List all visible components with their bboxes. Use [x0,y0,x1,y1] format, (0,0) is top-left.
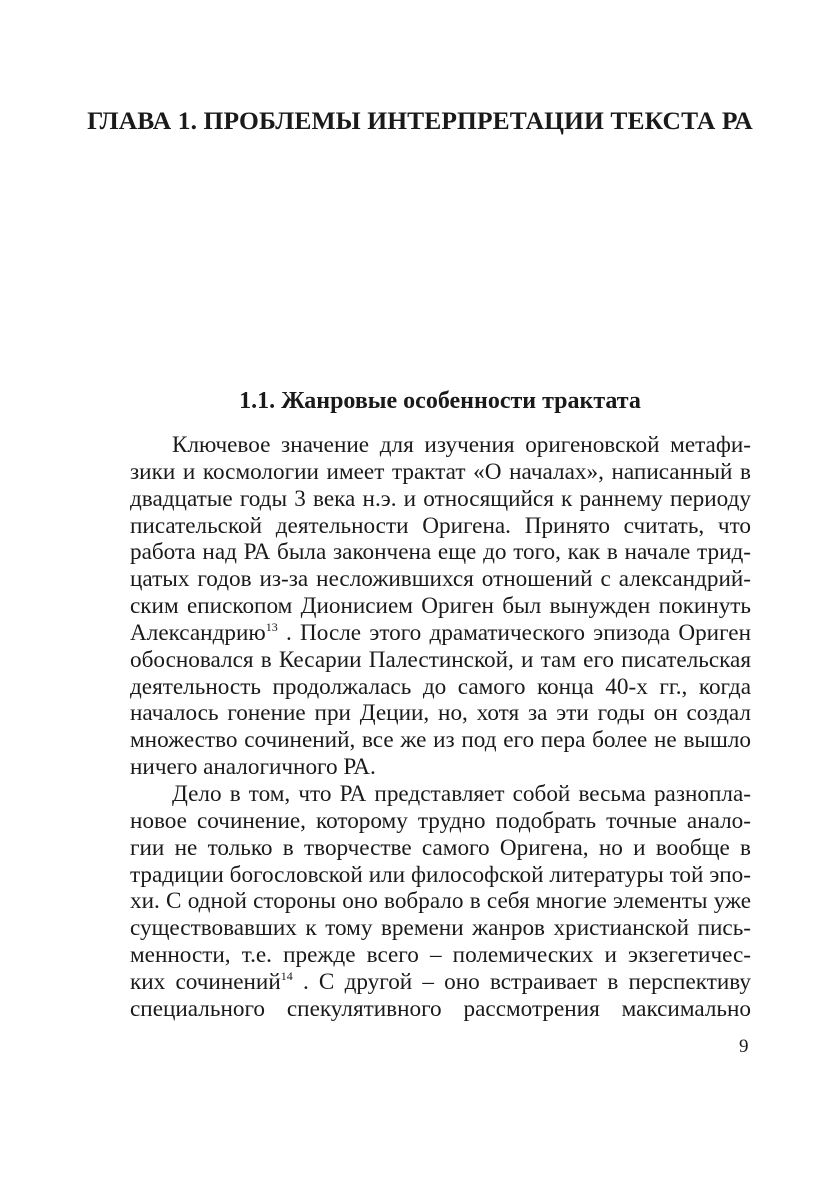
text-line: Дело в том, что РА представляет собой весьма разнопла- [172,780,751,807]
text-line: Ключевое значение для изучения оригеновской метафи- [172,432,751,458]
text-line: традиции богословской или философской литературы той эпо- [130,861,751,888]
text-line: работа над РА была закончена еще до того, как в начале трид- [130,539,751,566]
paragraph-1 [130,432,751,781]
text-line: обосновался в Кесарии Палестинской, и там его писательская [130,646,751,673]
text-line: специального спекулятивного рассмотрения максимально [130,995,751,1022]
chapter-title: ГЛАВА 1. ПРОБЛЕМЫ ИНТЕРПРЕТАЦИИ ТЕКСТА РА [87,106,753,135]
text-line: существовавших к тому времени жанров христианской пись- [130,915,751,942]
footnote-ref-14[interactable]: 14 [280,968,293,983]
text-line: деятельность продолжалась до самого конца 40-х гг., когда [130,673,751,700]
text-line: хи. С одной стороны оно вобрало в себя многие элементы уже [130,888,751,915]
text-line: ничего аналогичного РА. [130,754,376,781]
text-line [130,969,751,996]
text-line: новое сочинение, которому трудно подобрать точные анало- [130,807,751,834]
text-line [130,620,751,647]
section-title: 1.1. Жанровые особенности трактата [239,388,641,414]
paragraph-2 [130,781,751,1023]
text-segment: Александрию [130,619,266,646]
text-line: двадцатые годы 3 века н.э. и относящийся к раннему периоду [130,485,751,512]
text-line: гии не только в творчестве самого Оригена, но и вообще в [130,834,751,861]
page-number: 9 [739,1036,749,1057]
text-segment: . С другой – оно встраивает в перспективу [292,968,751,995]
text-line: началось гонение при Деции, но, хотя за эти годы он создал [130,700,751,727]
text-line: менности, т.е. прежде всего – полемических и экзегетичес- [130,942,751,969]
text-line: ским епископом Дионисием Ориген был вынужден покинуть [130,593,751,620]
body-text [130,432,751,1023]
text-segment: . После этого драматического эпизода Ориген [277,619,751,646]
text-segment: ких сочинений [130,968,281,995]
footnote-ref-13[interactable]: 13 [265,619,278,634]
text-line: цатых годов из-за несложившихся отношений с александрий- [130,566,751,593]
text-line: зики и космологии имеет трактат «О началах», написанный в [130,458,751,485]
text-line: множество сочинений, все же из под его пера более не вышло [130,727,751,754]
text-line: писательской деятельности Оригена. Принято считать, что [130,512,751,539]
